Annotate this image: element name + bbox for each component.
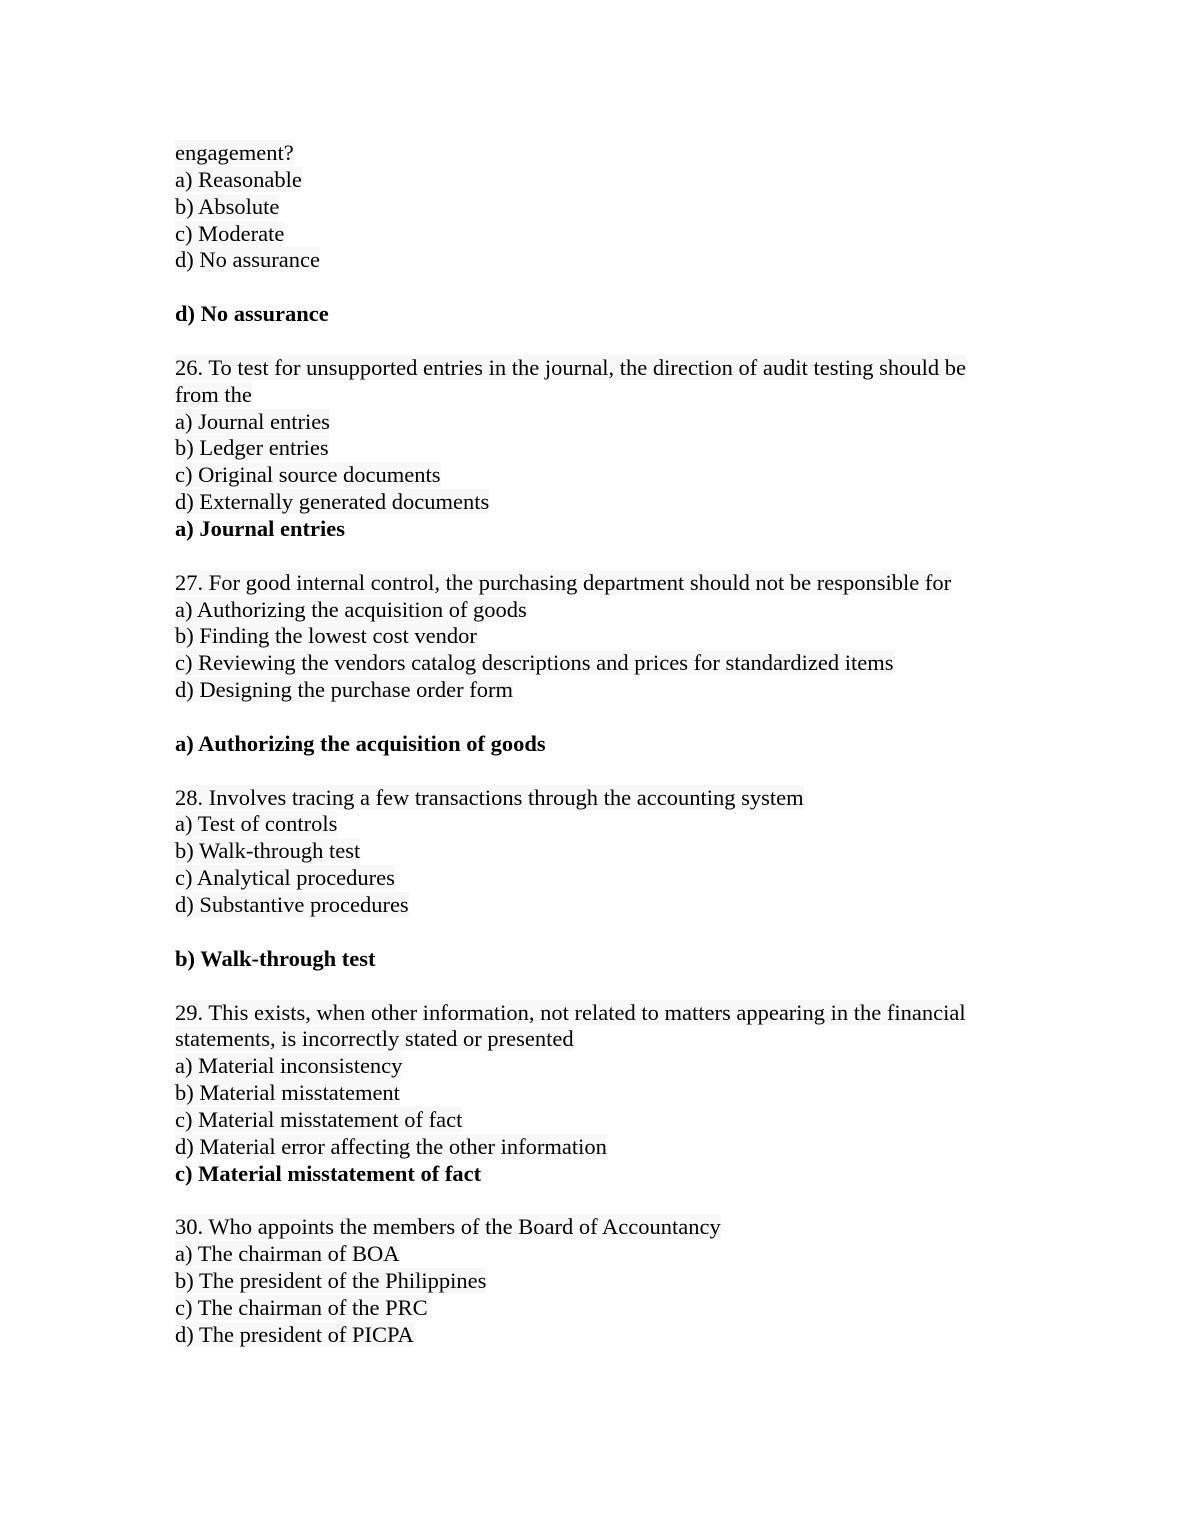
blank-line xyxy=(175,704,1015,731)
answer-option-label: b) Ledger entries xyxy=(175,435,329,461)
question-text xyxy=(175,355,1015,382)
answer-option xyxy=(175,435,1015,462)
question-text xyxy=(175,1000,1015,1027)
question-text-label: statements, is incorrectly stated or presented xyxy=(175,1026,574,1052)
answer-option xyxy=(175,489,1015,516)
answer-option xyxy=(175,1241,1015,1268)
answer-option xyxy=(175,892,1015,919)
question-text-label: 26. To test for unsupported entries in the journal, the direction of audit testing should be xyxy=(175,354,966,380)
correct-answer xyxy=(175,731,1015,758)
answer-option-label: d) Material error affecting the other information xyxy=(175,1133,607,1159)
answer-option xyxy=(175,650,1015,677)
question-text-label: 30. Who appoints the members of the Board of Accountancy xyxy=(175,1214,721,1240)
answer-option xyxy=(175,811,1015,838)
question-text xyxy=(175,1026,1015,1053)
correct-answer xyxy=(175,301,1015,328)
answer-option-label: b) The president of the Philippines xyxy=(175,1268,487,1294)
answer-option xyxy=(175,623,1015,650)
answer-option xyxy=(175,1295,1015,1322)
answer-option xyxy=(175,462,1015,489)
answer-option-label: b) Absolute xyxy=(175,193,280,219)
question-text xyxy=(175,785,1015,812)
answer-option-label: c) The chairman of the PRC xyxy=(175,1294,428,1320)
answer-option-label: a) Material inconsistency xyxy=(175,1053,403,1079)
answer-option-label: b) Material misstatement xyxy=(175,1080,400,1106)
document-page xyxy=(175,140,1015,1349)
correct-answer-label: d) No assurance xyxy=(175,301,329,327)
question-text xyxy=(175,570,1015,597)
answer-option-label: c) Moderate xyxy=(175,220,285,246)
answer-option-label: a) The chairman of BOA xyxy=(175,1241,400,1267)
answer-option-label: c) Reviewing the vendors catalog descriptions and prices for standardized items xyxy=(175,650,894,676)
blank-line xyxy=(175,274,1015,301)
answer-option xyxy=(175,194,1015,221)
correct-answer xyxy=(175,516,1015,543)
blank-line xyxy=(175,1188,1015,1215)
answer-option-label: d) Externally generated documents xyxy=(175,489,490,515)
answer-option-label: a) Reasonable xyxy=(175,166,302,192)
blank-line xyxy=(175,543,1015,570)
answer-option-label: c) Original source documents xyxy=(175,462,441,488)
answer-option xyxy=(175,677,1015,704)
correct-answer xyxy=(175,946,1015,973)
question-text-label: 29. This exists, when other information, not related to matters appearing in the financial xyxy=(175,999,966,1025)
answer-option-label: c) Material misstatement of fact xyxy=(175,1106,463,1132)
answer-option xyxy=(175,865,1015,892)
answer-option-label: b) Finding the lowest cost vendor xyxy=(175,623,477,649)
blank-line xyxy=(175,919,1015,946)
answer-option xyxy=(175,597,1015,624)
question-text-label: 27. For good internal control, the purchasing department should not be responsible for xyxy=(175,569,952,595)
correct-answer-label: a) Journal entries xyxy=(175,516,345,542)
answer-option-label: c) Analytical procedures xyxy=(175,865,395,891)
answer-option-label: d) No assurance xyxy=(175,247,320,273)
answer-option-label: d) The president of PICPA xyxy=(175,1321,414,1347)
answer-option xyxy=(175,247,1015,274)
answer-option-label: a) Authorizing the acquisition of goods xyxy=(175,596,527,622)
answer-option xyxy=(175,1107,1015,1134)
blank-line xyxy=(175,758,1015,785)
answer-option xyxy=(175,409,1015,436)
blank-line xyxy=(175,973,1015,1000)
answer-option xyxy=(175,1322,1015,1349)
answer-option xyxy=(175,1080,1015,1107)
correct-answer-label: c) Material misstatement of fact xyxy=(175,1160,482,1186)
correct-answer-label: b) Walk-through test xyxy=(175,945,376,971)
answer-option-label: a) Journal entries xyxy=(175,408,330,434)
correct-answer-label: a) Authorizing the acquisition of goods xyxy=(175,730,546,756)
question-text xyxy=(175,140,1015,167)
answer-option xyxy=(175,167,1015,194)
question-text xyxy=(175,1214,1015,1241)
blank-line xyxy=(175,328,1015,355)
answer-option xyxy=(175,221,1015,248)
answer-option-label: a) Test of controls xyxy=(175,811,338,837)
answer-option xyxy=(175,838,1015,865)
question-text xyxy=(175,382,1015,409)
answer-option xyxy=(175,1134,1015,1161)
answer-option-label: d) Designing the purchase order form xyxy=(175,677,514,703)
answer-option xyxy=(175,1053,1015,1080)
answer-option-label: d) Substantive procedures xyxy=(175,892,409,918)
correct-answer xyxy=(175,1161,1015,1188)
question-text-label: from the xyxy=(175,381,252,407)
question-text-label: 28. Involves tracing a few transactions through the accounting system xyxy=(175,784,804,810)
question-text-label: engagement? xyxy=(175,140,294,165)
answer-option xyxy=(175,1268,1015,1295)
answer-option-label: b) Walk-through test xyxy=(175,838,361,864)
